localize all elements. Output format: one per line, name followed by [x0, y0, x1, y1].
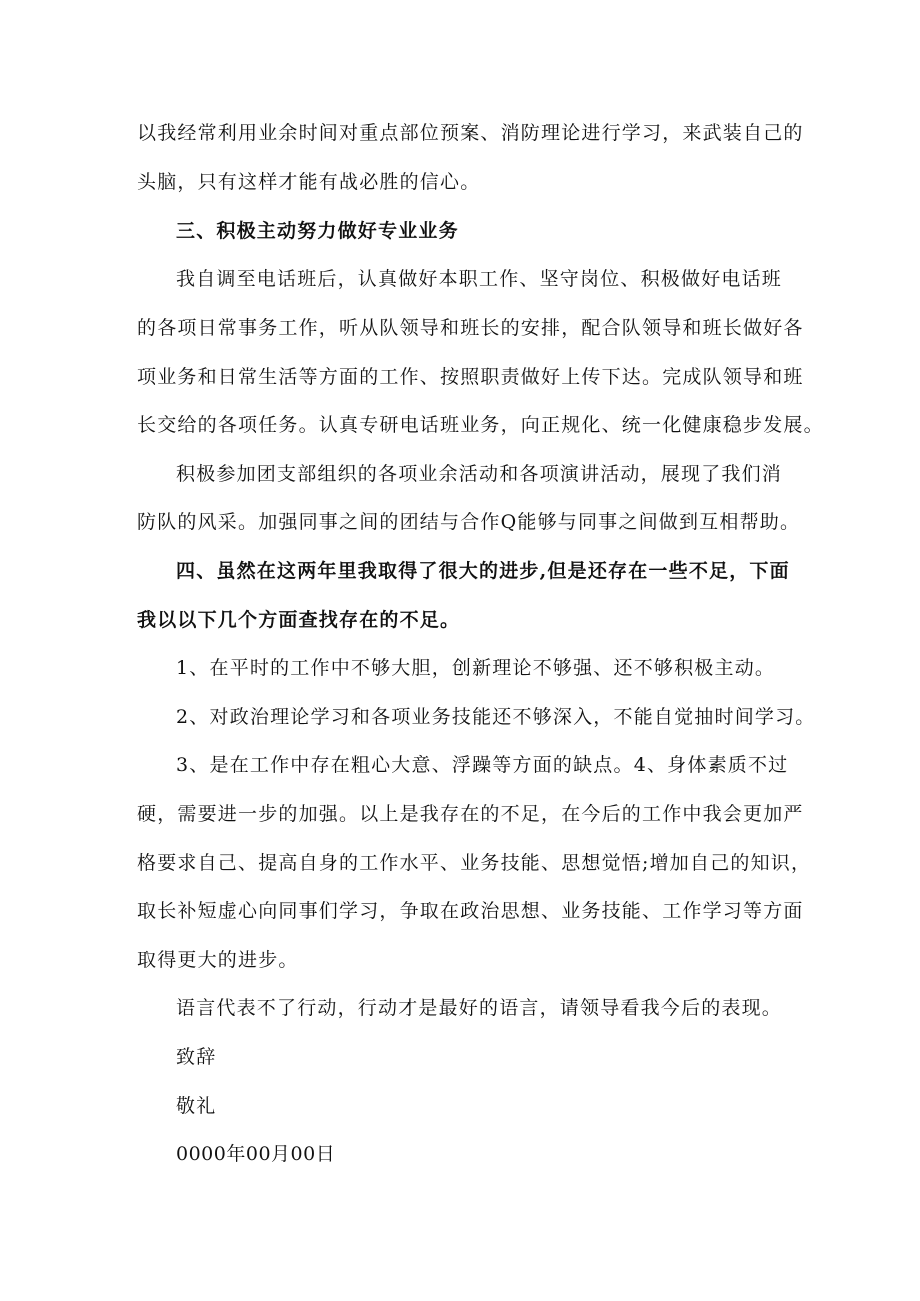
- paragraph-line: 项业务和日常生活等方面的工作、按照职责做好上传下达。完成队领导和班: [137, 366, 804, 388]
- paragraph-line: 积极参加团支部组织的各项业余活动和各项演讲活动，展现了我们消: [176, 463, 783, 485]
- section-heading-4-cont: 我以以下几个方面查找存在的不足。: [137, 609, 461, 631]
- paragraph-line: 防队的风采。加强同事之间的团结与合作Q能够与同事之间做到互相帮助。: [137, 511, 801, 533]
- paragraph-line: 我自调至电话班后，认真做好本职工作、坚守岗位、积极做好电话班: [176, 268, 783, 290]
- list-item: 2、对政治理论学习和各项业务技能还不够深入，不能自觉抽时间学习。: [176, 706, 816, 728]
- paragraph-line: 硬，需要进一步的加强。以上是我存在的不足，在今后的工作中我会更加严: [137, 803, 804, 825]
- paragraph-line: 取长补短虚心向同事们学习，争取在政治思想、业务技能、工作学习等方面: [137, 900, 804, 922]
- list-item: 1、在平时的工作中不够大胆，创新理论不够强、还不够积极主动。: [176, 657, 776, 679]
- section-heading-4: 四、虽然在这两年里我取得了很大的进步,但是还存在一些不足，下面: [176, 560, 790, 582]
- paragraph-line: 头脑，只有这样才能有战必胜的信心。: [137, 171, 481, 193]
- paragraph-line: 格要求自己、提高自身的工作水平、业务技能、思想觉悟;增加自己的知识，: [137, 852, 812, 874]
- closing-paragraph: 语言代表不了行动，行动才是最好的语言，请领导看我今后的表现。: [176, 997, 783, 1019]
- closing-phrase: 致辞: [176, 1046, 217, 1068]
- paragraph-line: 取得更大的进步。: [137, 949, 299, 971]
- paragraph-line: 长交给的各项任务。认真专研电话班业务，向正规化、统一化健康稳步发展。: [137, 414, 824, 436]
- section-heading-3: 三、积极主动努力做好专业业务: [176, 220, 459, 242]
- paragraph-line: 的各项日常事务工作，听从队领导和班长的安排，配合队领导和班长做好各: [137, 317, 804, 339]
- date-line: 0000年00月00日: [176, 1143, 336, 1165]
- list-item: 3、是在工作中存在粗心大意、浮躁等方面的缺点。4、身体素质不过: [176, 754, 789, 776]
- paragraph-line: 以我经常利用业余时间对重点部位预案、消防理论进行学习，来武装自己的: [137, 122, 804, 144]
- salutation: 敬礼: [176, 1095, 217, 1117]
